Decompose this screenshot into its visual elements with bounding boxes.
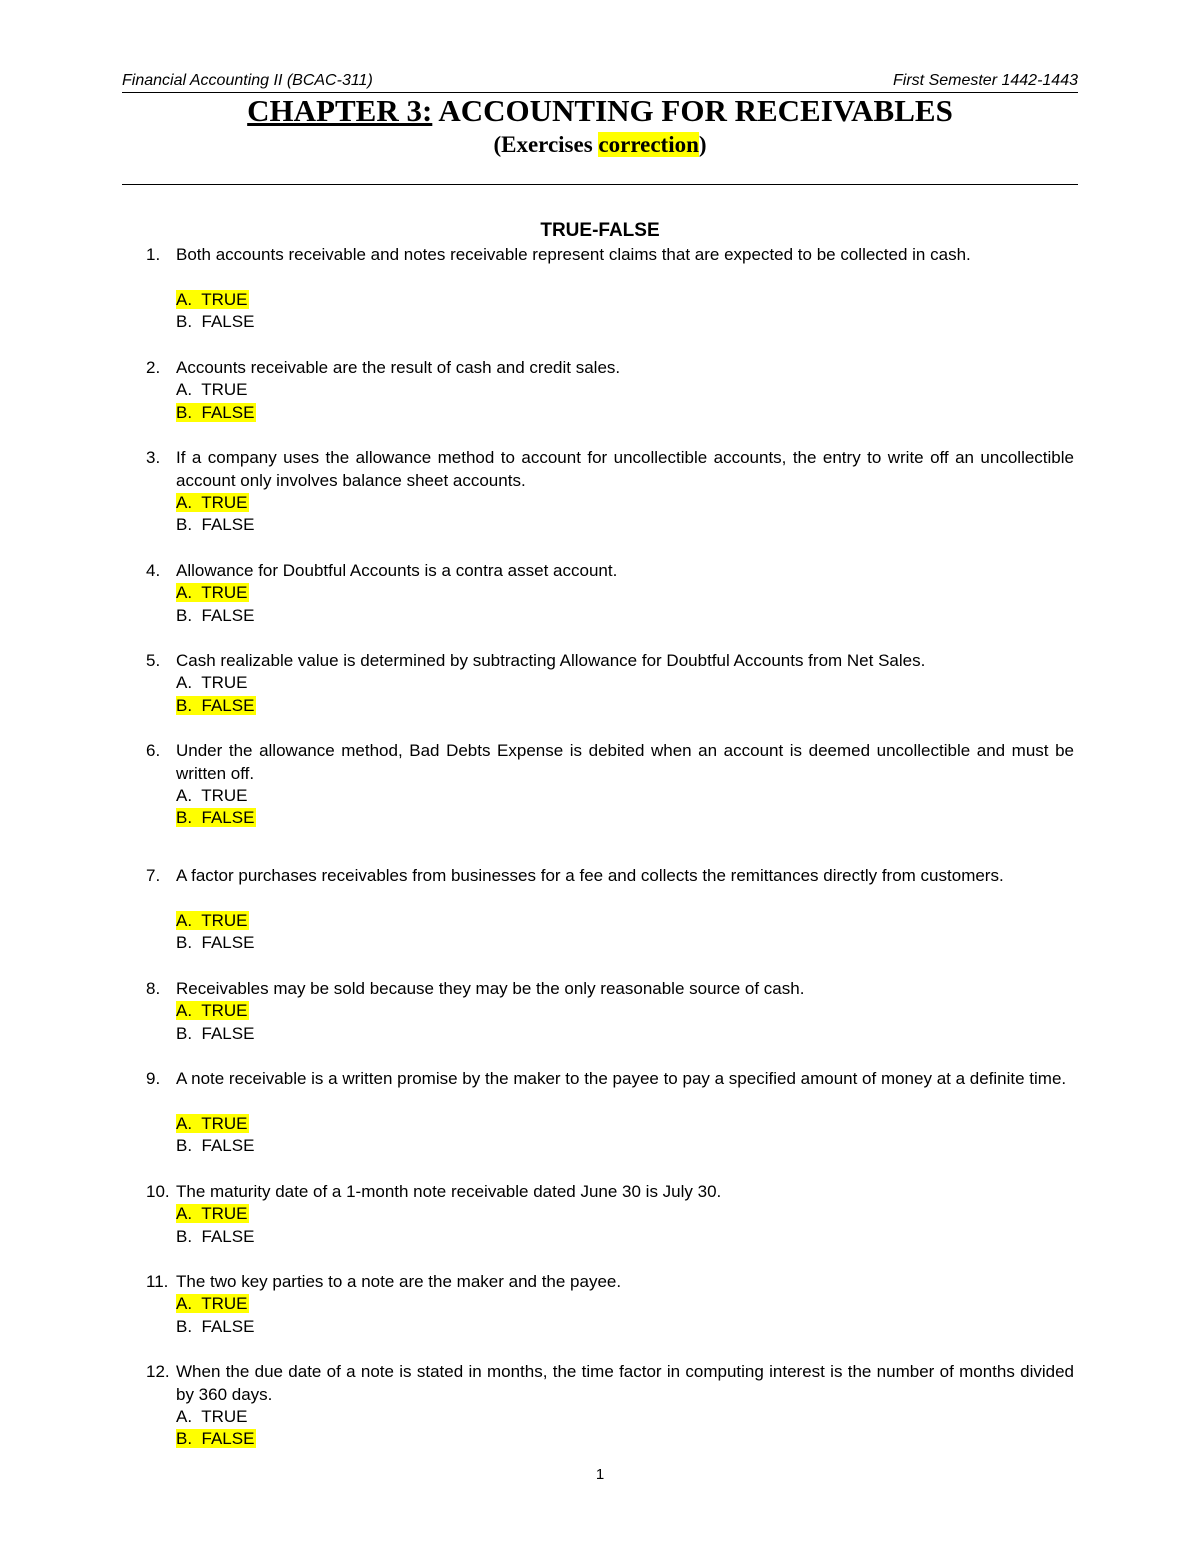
subtitle-highlight: correction xyxy=(598,132,699,157)
question-number: 5. xyxy=(146,651,161,670)
option-a-label: A. TRUE xyxy=(176,380,248,399)
option-b-label: B. FALSE xyxy=(176,312,255,331)
question-text: When the due date of a note is stated in months, the time factor in computing interest is the number of months divided by 360 days. xyxy=(176,1362,1074,1404)
correct-answer-highlight: B. FALSE xyxy=(176,403,255,422)
question-text: A note receivable is a written promise by the maker to the payee to pay a specified amount of money at a definite time. xyxy=(176,1069,1067,1088)
question-text: If a company uses the allowance method to account for uncollectible accounts, the entry to write off an uncollectible account only involves balance sheet accounts. xyxy=(176,448,1074,490)
question-text: Under the allowance method, Bad Debts Expense is debited when an account is deemed uncollectible and must be written off. xyxy=(176,741,1074,783)
question-item xyxy=(146,357,1074,422)
question-number: 9. xyxy=(146,1069,161,1088)
question-number: 1. xyxy=(146,245,161,264)
option-a xyxy=(176,910,249,933)
correct-answer-highlight: A. TRUE xyxy=(176,1294,248,1313)
question-item xyxy=(146,1361,1074,1448)
question-item xyxy=(146,1068,1074,1155)
option-b xyxy=(176,605,256,628)
question-item xyxy=(146,865,1074,952)
course-title: Financial Accounting II (BCAC-311) xyxy=(122,72,373,89)
question-number: 8. xyxy=(146,979,161,998)
chapter-number: CHAPTER 3: xyxy=(247,93,433,128)
question-text: The two key parties to a note are the maker and the payee. xyxy=(176,1272,622,1291)
question-item xyxy=(146,560,1074,625)
option-b xyxy=(176,402,256,425)
option-a xyxy=(176,582,249,605)
question-item xyxy=(146,978,1074,1043)
correct-answer-highlight: A. TRUE xyxy=(176,1114,248,1133)
option-b xyxy=(176,1135,256,1158)
option-a xyxy=(176,1113,249,1136)
correct-answer-highlight: A. TRUE xyxy=(176,1204,248,1223)
correct-answer-highlight: B. FALSE xyxy=(176,808,255,827)
option-a xyxy=(176,492,249,515)
subtitle-open: (Exercises xyxy=(493,132,599,157)
correct-answer-highlight: B. FALSE xyxy=(176,1429,255,1448)
option-a xyxy=(176,1000,249,1023)
correct-answer-highlight: A. TRUE xyxy=(176,911,248,930)
chapter-name: ACCOUNTING FOR RECEIVABLES xyxy=(432,93,953,128)
option-b-label: B. FALSE xyxy=(176,606,255,625)
correct-answer-highlight: A. TRUE xyxy=(176,290,248,309)
running-header xyxy=(122,70,1078,93)
question-item xyxy=(146,1181,1074,1246)
option-b-label: B. FALSE xyxy=(176,1136,255,1155)
option-a xyxy=(176,289,249,312)
question-text: Allowance for Doubtful Accounts is a contra asset account. xyxy=(176,561,618,580)
correct-answer-highlight: A. TRUE xyxy=(176,493,248,512)
option-b-label: B. FALSE xyxy=(176,515,255,534)
option-b-label: B. FALSE xyxy=(176,1227,255,1246)
option-b xyxy=(176,1226,256,1249)
chapter-subtitle xyxy=(122,130,1078,160)
question-item xyxy=(146,740,1074,827)
question-text: Both accounts receivable and notes receivable represent claims that are expected to be collected in cash. xyxy=(176,245,971,264)
question-text: Receivables may be sold because they may be the only reasonable source of cash. xyxy=(176,979,805,998)
option-b xyxy=(176,514,256,537)
question-text: The maturity date of a 1-month note receivable dated June 30 is July 30. xyxy=(176,1182,722,1201)
semester-label: First Semester 1442-1443 xyxy=(893,72,1078,89)
question-number: 7. xyxy=(146,866,161,885)
question-text: A factor purchases receivables from businesses for a fee and collects the remittances directly from customers. xyxy=(176,866,1004,885)
question-number: 11. xyxy=(146,1272,169,1291)
question-number: 6. xyxy=(146,741,161,760)
question-number: 2. xyxy=(146,358,161,377)
chapter-title xyxy=(122,92,1078,130)
question-item xyxy=(146,1271,1074,1336)
correct-answer-highlight: A. TRUE xyxy=(176,583,248,602)
option-b xyxy=(176,1023,256,1046)
option-a-label: A. TRUE xyxy=(176,786,248,805)
option-a xyxy=(176,1406,249,1429)
page-number: 1 xyxy=(595,1466,605,1483)
option-a-label: A. TRUE xyxy=(176,1407,248,1426)
option-b-label: B. FALSE xyxy=(176,1317,255,1336)
option-b-label: B. FALSE xyxy=(176,933,255,952)
question-number: 4. xyxy=(146,561,161,580)
section-heading: TRUE-FALSE xyxy=(540,220,660,241)
title-divider xyxy=(122,184,1078,185)
option-b xyxy=(176,932,256,955)
option-a xyxy=(176,1293,249,1316)
question-text: Cash realizable value is determined by subtracting Allowance for Doubtful Accounts from Net Sales. xyxy=(176,651,926,670)
question-text: Accounts receivable are the result of cash and credit sales. xyxy=(176,358,621,377)
option-a xyxy=(176,672,249,695)
option-a xyxy=(176,785,249,808)
option-b xyxy=(176,311,256,334)
subtitle-close: ) xyxy=(698,132,707,157)
option-b xyxy=(176,695,256,718)
question-number: 12. xyxy=(146,1362,170,1381)
correct-answer-highlight: A. TRUE xyxy=(176,1001,248,1020)
question-item xyxy=(146,244,1074,331)
correct-answer-highlight: B. FALSE xyxy=(176,696,255,715)
question-item xyxy=(146,447,1074,534)
question-item xyxy=(146,650,1074,715)
option-b xyxy=(176,1316,256,1339)
question-number: 3. xyxy=(146,448,161,467)
option-b xyxy=(176,1428,256,1451)
option-a-label: A. TRUE xyxy=(176,673,248,692)
option-b-label: B. FALSE xyxy=(176,1024,255,1043)
option-b xyxy=(176,807,256,830)
option-a xyxy=(176,379,249,402)
option-a xyxy=(176,1203,249,1226)
question-number: 10. xyxy=(146,1182,170,1201)
